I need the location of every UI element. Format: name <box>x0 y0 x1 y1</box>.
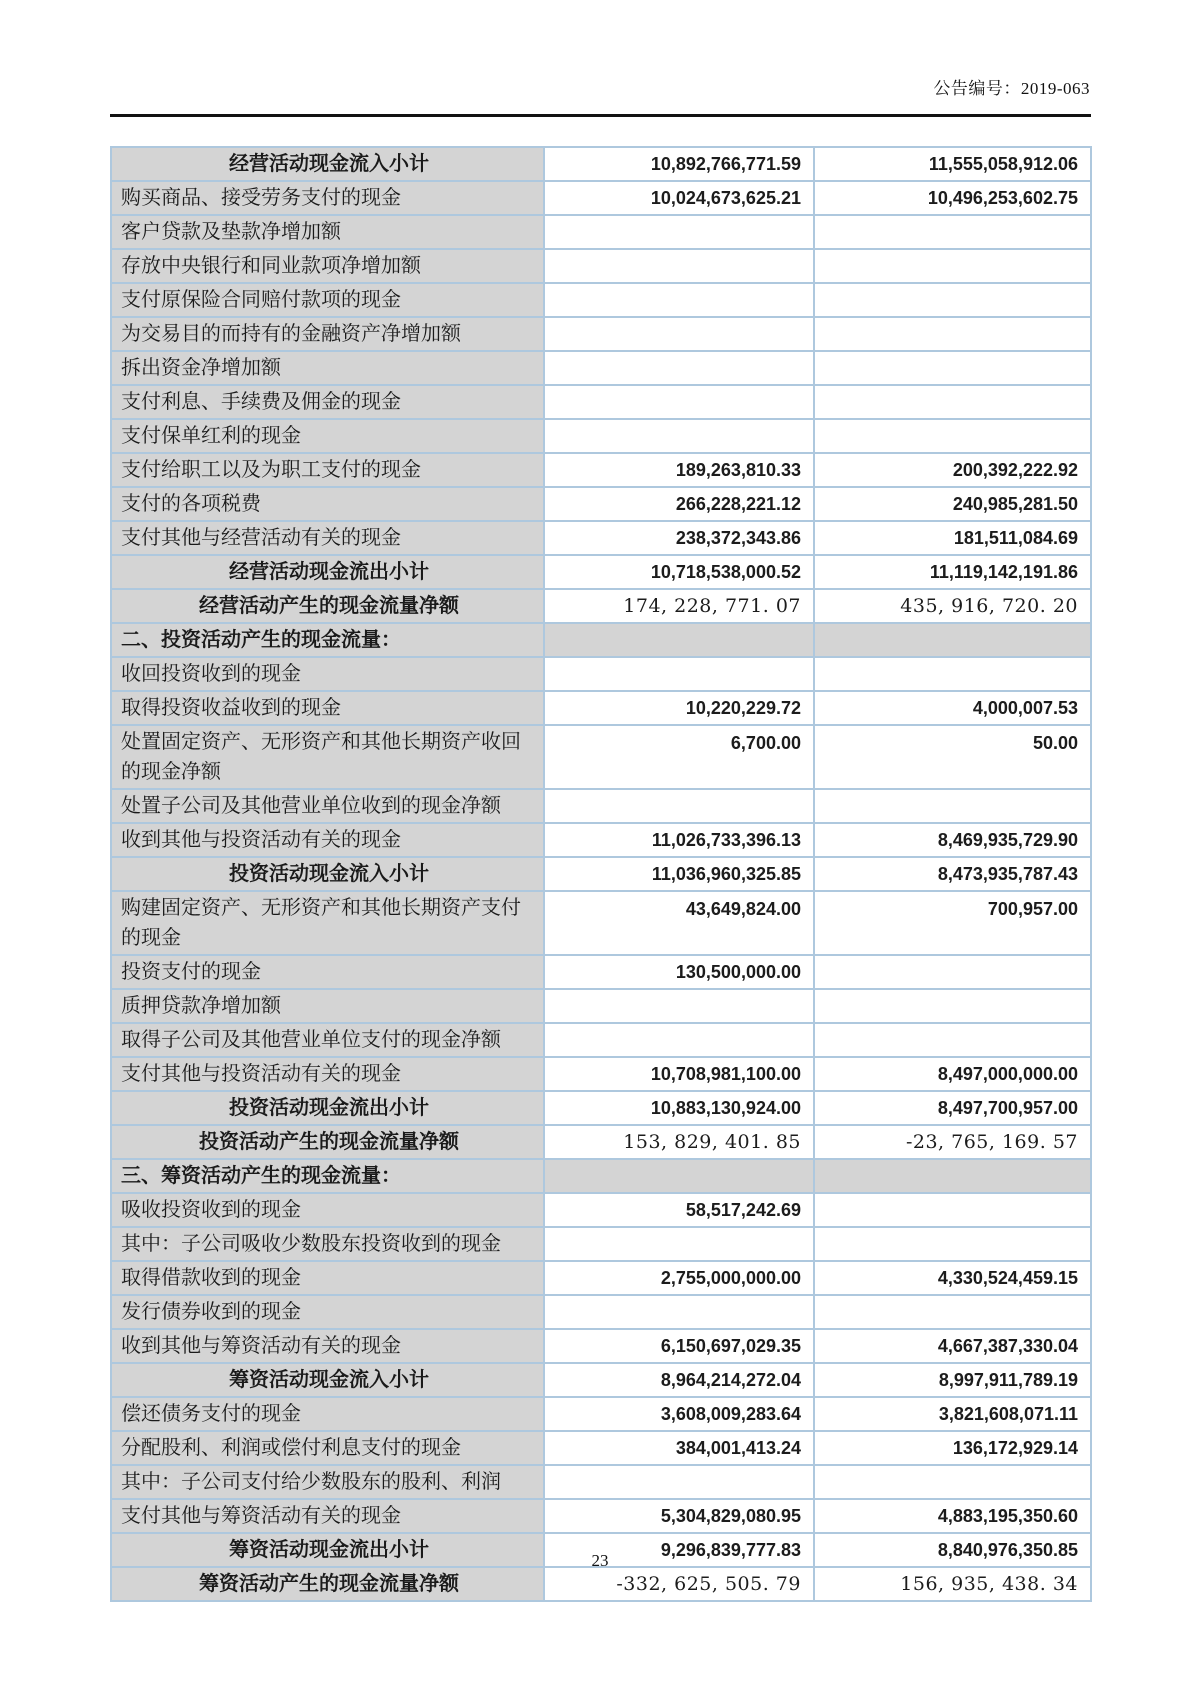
row-label-cell: 发行债券收到的现金 <box>111 1295 544 1329</box>
value-current-cell <box>544 1227 814 1261</box>
value-prior-cell: 8,497,000,000.00 <box>814 1057 1091 1091</box>
row-label-cell: 收到其他与投资活动有关的现金 <box>111 823 544 857</box>
row-label-cell: 筹资活动现金流入小计 <box>111 1363 544 1397</box>
value-prior-cell: 700,957.00 <box>814 891 1091 955</box>
value-prior-cell: 181,511,084.69 <box>814 521 1091 555</box>
cash-flow-table <box>110 146 1092 1602</box>
row-label-cell: 支付利息、手续费及佣金的现金 <box>111 385 544 419</box>
row-label-cell: 二、投资活动产生的现金流量： <box>111 623 544 657</box>
value-prior-cell: 4,330,524,459.15 <box>814 1261 1091 1295</box>
value-current-cell: 2,755,000,000.00 <box>544 1261 814 1295</box>
table-row <box>111 215 1091 249</box>
table-row <box>111 181 1091 215</box>
value-current-cell: 5,304,829,080.95 <box>544 1499 814 1533</box>
value-prior-cell: 11,119,142,191.86 <box>814 555 1091 589</box>
row-label-cell: 存放中央银行和同业款项净增加额 <box>111 249 544 283</box>
table-row <box>111 1465 1091 1499</box>
table-row <box>111 955 1091 989</box>
value-current-cell: 11,036,960,325.85 <box>544 857 814 891</box>
value-current-cell: 6,150,697,029.35 <box>544 1329 814 1363</box>
row-label-cell: 投资活动现金流入小计 <box>111 857 544 891</box>
value-current-cell: 189,263,810.33 <box>544 453 814 487</box>
value-prior-cell <box>814 1295 1091 1329</box>
value-prior-cell: 4,883,195,350.60 <box>814 1499 1091 1533</box>
value-prior-cell: 8,469,935,729.90 <box>814 823 1091 857</box>
row-label-cell: 支付其他与筹资活动有关的现金 <box>111 1499 544 1533</box>
value-prior-cell: 8,997,911,789.19 <box>814 1363 1091 1397</box>
value-prior-cell: 435, 916, 720. 20 <box>814 589 1091 623</box>
value-prior-cell <box>814 317 1091 351</box>
row-label-cell: 收到其他与筹资活动有关的现金 <box>111 1329 544 1363</box>
value-prior-cell <box>814 249 1091 283</box>
table-row <box>111 147 1091 181</box>
row-label-cell: 投资活动产生的现金流量净额 <box>111 1125 544 1159</box>
value-prior-cell <box>814 419 1091 453</box>
table-row <box>111 1125 1091 1159</box>
value-current-cell <box>544 351 814 385</box>
value-prior-cell: 136,172,929.14 <box>814 1431 1091 1465</box>
page-number: 23 <box>591 1551 609 1570</box>
table-row <box>111 725 1091 789</box>
value-prior-cell: 156, 935, 438. 34 <box>814 1567 1091 1601</box>
table-row <box>111 487 1091 521</box>
value-current-cell <box>544 657 814 691</box>
value-current-cell: 10,892,766,771.59 <box>544 147 814 181</box>
value-current-cell <box>544 385 814 419</box>
value-current-cell: 3,608,009,283.64 <box>544 1397 814 1431</box>
row-label-cell: 支付给职工以及为职工支付的现金 <box>111 453 544 487</box>
table-row <box>111 1431 1091 1465</box>
value-prior-cell: 200,392,222.92 <box>814 453 1091 487</box>
value-current-cell <box>544 1023 814 1057</box>
row-label-cell: 处置子公司及其他营业单位收到的现金净额 <box>111 789 544 823</box>
table-row <box>111 1363 1091 1397</box>
value-prior-cell: 50.00 <box>814 725 1091 789</box>
value-prior-cell: 10,496,253,602.75 <box>814 181 1091 215</box>
value-prior-cell <box>814 1465 1091 1499</box>
value-prior-cell: 11,555,058,912.06 <box>814 147 1091 181</box>
value-prior-cell <box>814 283 1091 317</box>
value-current-cell: 8,964,214,272.04 <box>544 1363 814 1397</box>
table-row <box>111 351 1091 385</box>
value-prior-cell: 3,821,608,071.11 <box>814 1397 1091 1431</box>
table-row <box>111 857 1091 891</box>
value-current-cell: 153, 829, 401. 85 <box>544 1125 814 1159</box>
value-current-cell: 384,001,413.24 <box>544 1431 814 1465</box>
table-row <box>111 1057 1091 1091</box>
value-prior-cell: 4,667,387,330.04 <box>814 1329 1091 1363</box>
row-label-cell: 为交易目的而持有的金融资产净增加额 <box>111 317 544 351</box>
value-current-cell: 130,500,000.00 <box>544 955 814 989</box>
value-current-cell: 43,649,824.00 <box>544 891 814 955</box>
value-current-cell <box>544 317 814 351</box>
table-row <box>111 385 1091 419</box>
row-label-cell: 分配股利、利润或偿付利息支付的现金 <box>111 1431 544 1465</box>
value-prior-cell: -23, 765, 169. 57 <box>814 1125 1091 1159</box>
value-prior-cell <box>814 623 1091 657</box>
table-row <box>111 1295 1091 1329</box>
value-prior-cell <box>814 989 1091 1023</box>
row-label-cell: 经营活动现金流入小计 <box>111 147 544 181</box>
table-row <box>111 1567 1091 1601</box>
value-prior-cell <box>814 1159 1091 1193</box>
row-label-cell: 取得子公司及其他营业单位支付的现金净额 <box>111 1023 544 1057</box>
row-label-cell: 取得借款收到的现金 <box>111 1261 544 1295</box>
announcement-number: 公告编号：2019-063 <box>933 79 1090 98</box>
value-current-cell: 10,708,981,100.00 <box>544 1057 814 1091</box>
value-current-cell <box>544 419 814 453</box>
row-label-cell: 偿还债务支付的现金 <box>111 1397 544 1431</box>
table-row <box>111 789 1091 823</box>
row-label-cell: 购建固定资产、无形资产和其他长期资产支付的现金 <box>111 891 544 955</box>
value-current-cell: 174, 228, 771. 07 <box>544 589 814 623</box>
value-current-cell <box>544 989 814 1023</box>
row-label-cell: 筹资活动产生的现金流量净额 <box>111 1567 544 1601</box>
value-prior-cell: 8,473,935,787.43 <box>814 857 1091 891</box>
row-label-cell: 投资支付的现金 <box>111 955 544 989</box>
row-label-cell: 质押贷款净增加额 <box>111 989 544 1023</box>
row-label-cell: 支付的各项税费 <box>111 487 544 521</box>
table-row <box>111 1193 1091 1227</box>
value-prior-cell <box>814 385 1091 419</box>
row-label-cell: 收回投资收到的现金 <box>111 657 544 691</box>
table-row <box>111 623 1091 657</box>
row-label-cell: 处置固定资产、无形资产和其他长期资产收回的现金净额 <box>111 725 544 789</box>
table-row <box>111 1159 1091 1193</box>
table-row <box>111 657 1091 691</box>
table-row <box>111 1397 1091 1431</box>
value-prior-cell <box>814 351 1091 385</box>
value-prior-cell <box>814 789 1091 823</box>
table-row <box>111 1329 1091 1363</box>
value-current-cell: 10,718,538,000.52 <box>544 555 814 589</box>
table-row <box>111 1499 1091 1533</box>
value-current-cell: 9,296,839,777.83 <box>544 1533 814 1567</box>
table-row <box>111 1023 1091 1057</box>
value-current-cell: 58,517,242.69 <box>544 1193 814 1227</box>
table-row <box>111 989 1091 1023</box>
row-label-cell: 取得投资收益收到的现金 <box>111 691 544 725</box>
row-label-cell: 购买商品、接受劳务支付的现金 <box>111 181 544 215</box>
row-label-cell: 筹资活动现金流出小计 <box>111 1533 544 1567</box>
value-current-cell: -332, 625, 505. 79 <box>544 1567 814 1601</box>
value-prior-cell <box>814 955 1091 989</box>
table-row <box>111 249 1091 283</box>
table-row <box>111 555 1091 589</box>
value-current-cell: 10,024,673,625.21 <box>544 181 814 215</box>
value-prior-cell <box>814 1227 1091 1261</box>
value-current-cell: 11,026,733,396.13 <box>544 823 814 857</box>
value-prior-cell: 240,985,281.50 <box>814 487 1091 521</box>
table-row <box>111 1227 1091 1261</box>
table-row <box>111 1261 1091 1295</box>
value-current-cell <box>544 623 814 657</box>
row-label-cell: 客户贷款及垫款净增加额 <box>111 215 544 249</box>
value-current-cell: 10,883,130,924.00 <box>544 1091 814 1125</box>
table-row <box>111 453 1091 487</box>
value-prior-cell <box>814 215 1091 249</box>
value-prior-cell: 4,000,007.53 <box>814 691 1091 725</box>
row-label-cell: 拆出资金净增加额 <box>111 351 544 385</box>
value-prior-cell: 8,840,976,350.85 <box>814 1533 1091 1567</box>
row-label-cell: 其中：子公司支付给少数股东的股利、利润 <box>111 1465 544 1499</box>
table-row <box>111 283 1091 317</box>
value-current-cell <box>544 789 814 823</box>
value-prior-cell <box>814 1023 1091 1057</box>
row-label-cell: 支付其他与投资活动有关的现金 <box>111 1057 544 1091</box>
table-row <box>111 823 1091 857</box>
value-current-cell: 266,228,221.12 <box>544 487 814 521</box>
value-current-cell <box>544 283 814 317</box>
value-prior-cell: 8,497,700,957.00 <box>814 1091 1091 1125</box>
value-current-cell: 6,700.00 <box>544 725 814 789</box>
value-current-cell <box>544 1465 814 1499</box>
value-current-cell: 10,220,229.72 <box>544 691 814 725</box>
value-current-cell: 238,372,343.86 <box>544 521 814 555</box>
row-label-cell: 其中：子公司吸收少数股东投资收到的现金 <box>111 1227 544 1261</box>
header-divider <box>110 114 1091 117</box>
value-current-cell <box>544 215 814 249</box>
row-label-cell: 支付保单红利的现金 <box>111 419 544 453</box>
value-prior-cell <box>814 657 1091 691</box>
row-label-cell: 三、筹资活动产生的现金流量： <box>111 1159 544 1193</box>
table-row <box>111 419 1091 453</box>
value-current-cell <box>544 1295 814 1329</box>
table-row <box>111 691 1091 725</box>
row-label-cell: 投资活动现金流出小计 <box>111 1091 544 1125</box>
row-label-cell: 吸收投资收到的现金 <box>111 1193 544 1227</box>
value-current-cell <box>544 249 814 283</box>
row-label-cell: 支付原保险合同赔付款项的现金 <box>111 283 544 317</box>
table-row <box>111 589 1091 623</box>
row-label-cell: 支付其他与经营活动有关的现金 <box>111 521 544 555</box>
value-current-cell <box>544 1159 814 1193</box>
table-row <box>111 891 1091 955</box>
row-label-cell: 经营活动产生的现金流量净额 <box>111 589 544 623</box>
row-label-cell: 经营活动现金流出小计 <box>111 555 544 589</box>
value-prior-cell <box>814 1193 1091 1227</box>
table-row <box>111 317 1091 351</box>
table-row <box>111 521 1091 555</box>
table-row <box>111 1091 1091 1125</box>
cash-flow-table-body <box>111 147 1091 1601</box>
